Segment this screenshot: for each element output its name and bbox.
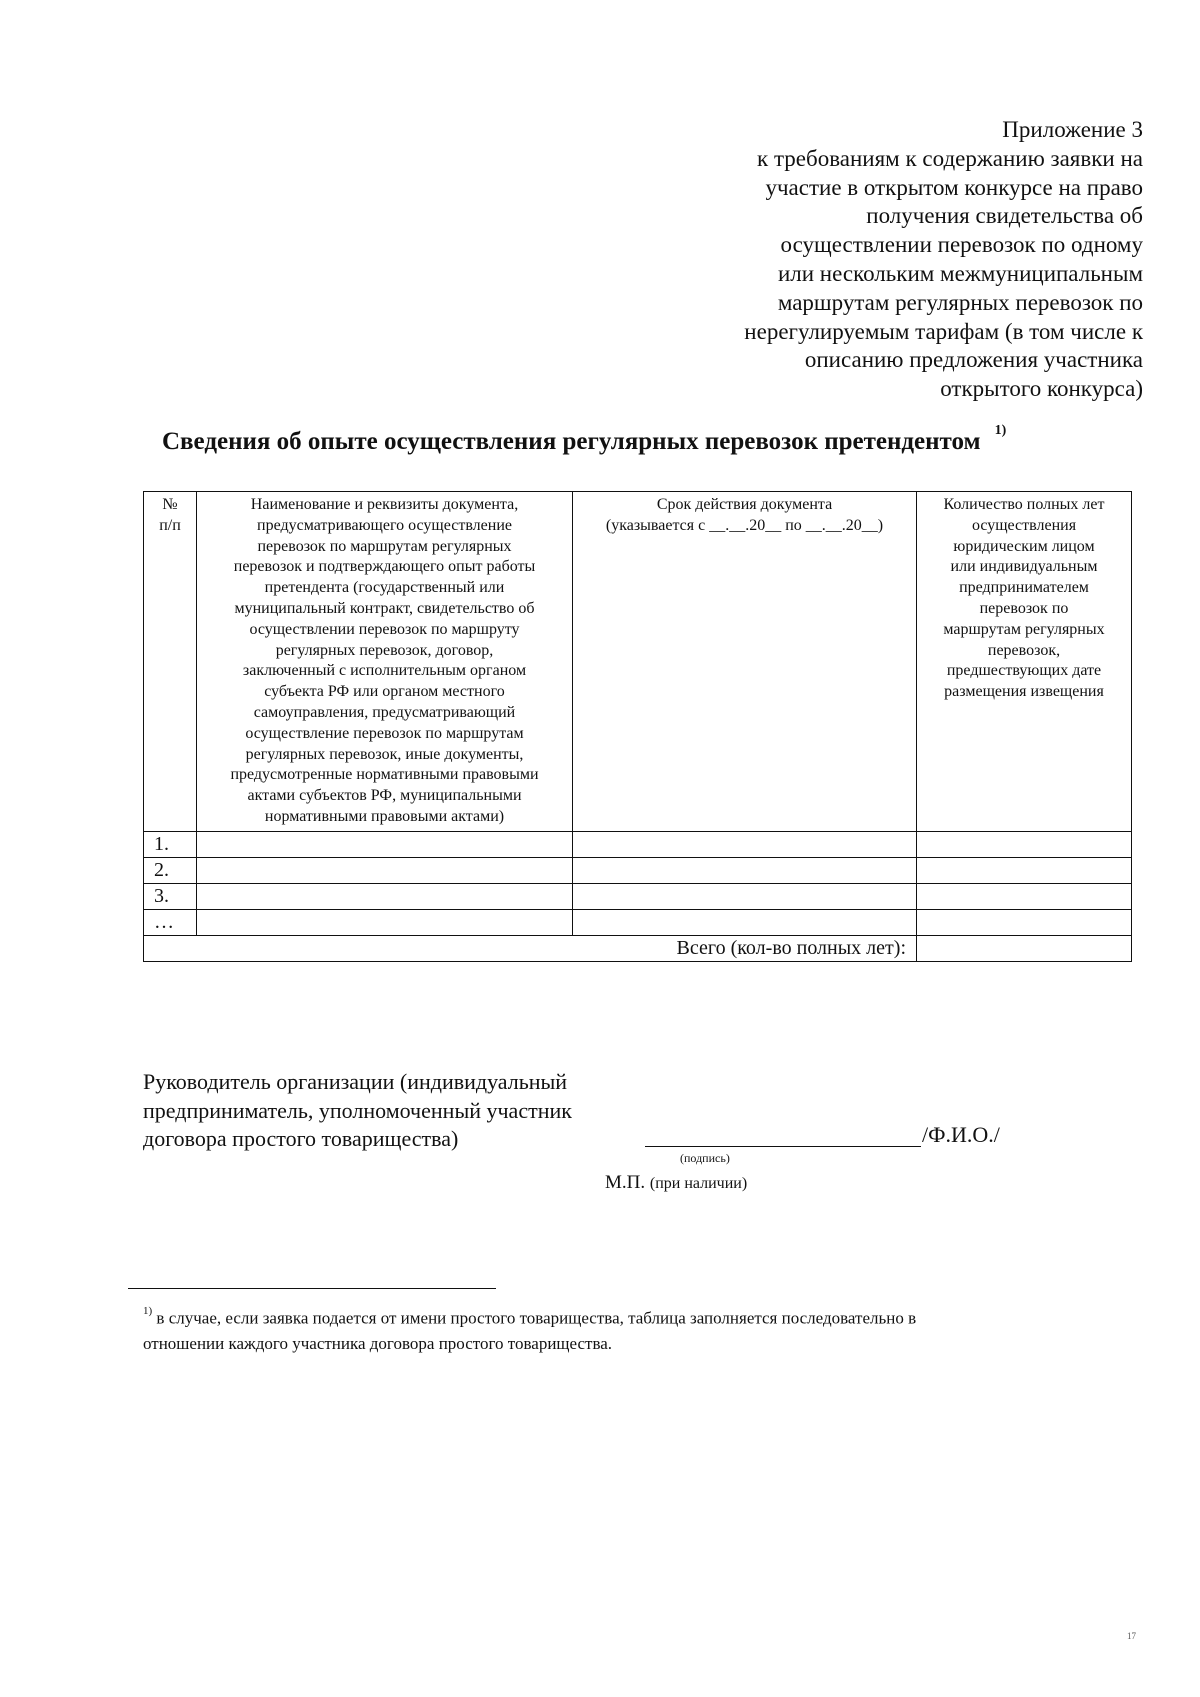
footnote-text-1: в случае, если заявка подается от имени простого товарищества, таблица заполняется последовательно в [156,1308,917,1328]
row-number: 1. [144,831,197,857]
header-line: Наименование и реквизиты документа, [250,496,519,513]
header-line: юридическим лицом [953,537,1095,555]
header-cell-validity [573,492,917,832]
header-line: осуществление перевозок по маршрутам [245,724,524,742]
row-number: 2. [144,857,197,883]
appendix-line: или нескольким межмуниципальным [777,260,1143,286]
header-line: актами субъектов РФ, муниципальными [247,787,522,805]
header-cell-document [197,492,573,832]
header-line: Количество полных лет [943,496,1105,513]
manager-line: договора простого товарищества) [143,1126,459,1151]
header-line: (указывается с __.__.20__ по __.__.20__) [605,516,884,534]
signature-line [645,1146,921,1147]
table-row [144,857,1132,883]
footnote-mark: 1) [143,1305,153,1317]
table-row [144,831,1132,857]
header-line: Срок действия документа [656,496,833,513]
header-line: муниципальный контракт, свидетельство об [234,599,535,617]
total-value-cell [917,935,1132,961]
stamp-label: М.П. [605,1172,646,1193]
header-line: или индивидуальным [950,558,1098,576]
header-line: маршрутам регулярных [943,620,1105,638]
experience-table [143,491,1132,962]
footnote [143,1302,916,1356]
stamp-note: (при наличии) [649,1175,748,1192]
row-number: 3. [144,883,197,909]
document-title [162,422,1007,456]
header-line: перевозок, [987,641,1061,659]
table-cell [573,857,917,883]
header-line: предшествующих дате [946,662,1102,680]
header-cell-years [917,492,1132,832]
row-number: … [144,909,197,935]
appendix-line: открытого конкурса) [940,376,1143,402]
header-line: нормативными правовыми актами) [264,807,505,825]
table-cell [573,883,917,909]
appendix-line: участие в открытом конкурсе на право [765,174,1143,200]
footnote-line [143,1302,916,1331]
appendix-heading [683,116,1143,404]
table-row [144,883,1132,909]
table-cell [917,883,1132,909]
table-cell [197,857,573,883]
header-line: осуществлении перевозок по маршруту [249,620,520,638]
header-line: регулярных перевозок, иные документы, [245,745,524,763]
appendix-line: получения свидетельства об [866,203,1143,229]
table-cell [197,909,573,935]
title-footnote-mark: 1) [994,422,1007,438]
header-line: заключенный с исполнительным органом [242,662,527,680]
stamp-place [605,1172,747,1194]
header-line: размещения извещения [944,683,1104,701]
appendix-line: маршрутам регулярных перевозок по [777,289,1143,315]
table-cell [197,831,573,857]
footnote-divider [128,1288,496,1289]
table-total-row [144,935,1132,961]
appendix-line: нерегулируемым тарифам (в том числе к [744,318,1143,344]
header-cell-number [144,492,197,832]
header-line: субъекта РФ или органом местного [264,683,505,701]
signature-caption: (подпись) [680,1151,730,1165]
header-line: претендента (государственный или [264,579,505,597]
table-cell [917,909,1132,935]
header-line: регулярных перевозок, договор, [275,641,494,659]
fio-label: /Ф.И.О./ [922,1122,1000,1147]
header-line: самоуправления, предусматривающий [253,703,516,721]
appendix-line: Приложение 3 [1002,117,1143,142]
header-line: п/п [159,516,181,534]
table-cell [917,831,1132,857]
manager-block [143,1068,572,1154]
header-line: № [162,496,178,513]
table-header-row [144,492,1132,832]
manager-line: Руководитель организации (индивидуальный [143,1069,568,1094]
header-line: предусматривающего осуществление [257,516,512,534]
appendix-line: к требованиям к содержанию заявки на [757,145,1143,171]
appendix-line: описанию предложения участника [804,347,1143,373]
header-line: перевозок по [979,599,1069,617]
document-title-text: Сведения об опыте осуществления регулярных перевозок претендентом [162,428,981,455]
manager-line: предприниматель, уполномоченный участник [143,1097,572,1123]
page-number: 17 [1127,1631,1136,1641]
header-line: перевозок и подтверждающего опыт работы [233,558,536,576]
header-line: предпринимателем [959,579,1089,597]
total-label: Всего (кол-во полных лет): [144,935,917,961]
table-row [144,909,1132,935]
header-line: перевозок по маршрутам регулярных [257,537,512,555]
table-cell [573,909,917,935]
table-cell [197,883,573,909]
table-cell [573,831,917,857]
table-cell [917,857,1132,883]
header-line: осуществления [971,516,1077,534]
appendix-line: осуществлении перевозок по одному [780,232,1143,258]
header-line: предусмотренные нормативными правовыми [230,766,539,784]
footnote-line: отношении каждого участника договора простого товарищества. [143,1333,613,1353]
